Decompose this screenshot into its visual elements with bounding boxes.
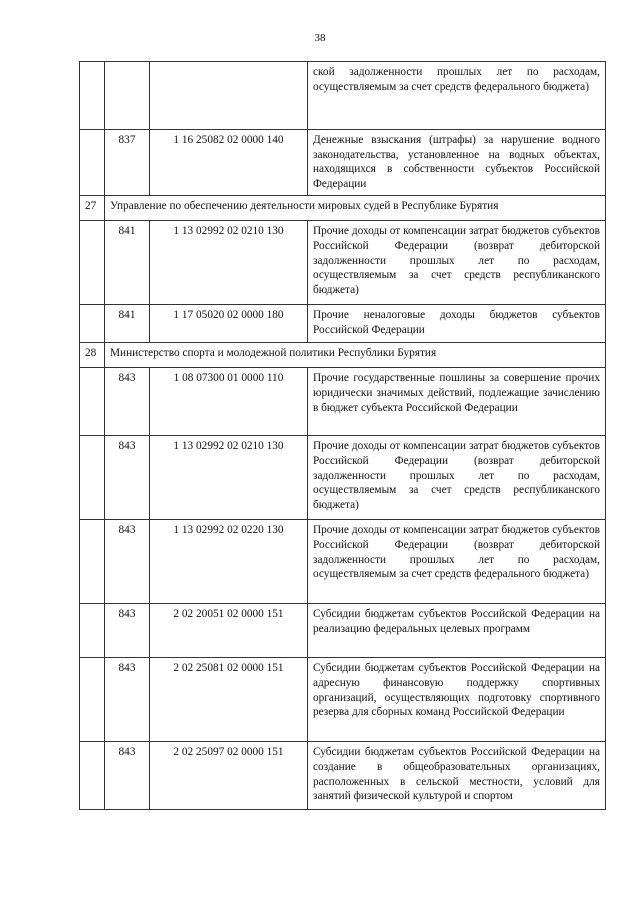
description-cell: Денежные взыскания (штрафы) за нарушение водного законодательства, установленное на водных объектах, находящихся в собственности субъектов Российской Федерации [308, 130, 606, 196]
budget-code-cell: 1 13 02992 02 0210 130 [150, 436, 308, 520]
row-number-cell [80, 305, 105, 343]
table-row [80, 520, 606, 604]
description-cell: Прочие государственные пошлины за совершение прочих юридически значимых действий, подлежащие зачислению в бюджет субъекта Российской Федерации [308, 368, 606, 436]
admin-code-cell: 843 [105, 368, 150, 436]
description-cell: Прочие неналоговые доходы бюджетов субъектов Российской Федерации [308, 305, 606, 343]
budget-code-cell: 1 13 02992 02 0210 130 [150, 221, 308, 305]
admin-code-cell: 841 [105, 305, 150, 343]
row-number-cell [80, 604, 105, 658]
table-row [80, 368, 606, 436]
table-row [80, 604, 606, 658]
section-row [80, 196, 606, 221]
table-row [80, 658, 606, 742]
admin-code-cell: 843 [105, 742, 150, 810]
admin-code-cell [105, 62, 150, 130]
row-number-cell [80, 130, 105, 196]
section-title: Управление по обеспечению деятельности мировых судей в Республике Бурятия [105, 196, 606, 221]
row-number-cell [80, 368, 105, 436]
section-title: Министерство спорта и молодежной политики Республики Бурятия [105, 343, 606, 368]
row-number-cell [80, 436, 105, 520]
description-cell: Прочие доходы от компенсации затрат бюджетов субъектов Российской Федерации (возврат дебиторской задолженности прошлых лет по расходам, осуществляемым за счет средств республиканского бюджета) [308, 221, 606, 305]
description-cell: Субсидии бюджетам субъектов Российской Федерации на создание в общеобразовательных организациях, расположенных в сельской местности, условий для занятий физической культурой и спортом [308, 742, 606, 810]
table-row [80, 130, 606, 196]
admin-code-cell: 843 [105, 436, 150, 520]
row-number-cell [80, 742, 105, 810]
row-number-cell [80, 221, 105, 305]
admin-code-cell: 843 [105, 520, 150, 604]
budget-code-cell: 1 16 25082 02 0000 140 [150, 130, 308, 196]
section-row [80, 343, 606, 368]
admin-code-cell: 843 [105, 604, 150, 658]
budget-code-cell: 2 02 20051 02 0000 151 [150, 604, 308, 658]
table-row [80, 305, 606, 343]
table-row [80, 742, 606, 810]
budget-code-cell: 1 17 05020 02 0000 180 [150, 305, 308, 343]
description-cell: Субсидии бюджетам субъектов Российской Федерации на адресную финансовую поддержку спортивных организаций, осуществляющих подготовку спортивного резерва для сборных команд Российской Федерации [308, 658, 606, 742]
budget-code-cell: 2 02 25097 02 0000 151 [150, 742, 308, 810]
row-number-cell [80, 62, 105, 130]
budget-code-cell: 1 08 07300 01 0000 110 [150, 368, 308, 436]
admin-code-cell: 841 [105, 221, 150, 305]
budget-code-cell [150, 62, 308, 130]
description-cell: Прочие доходы от компенсации затрат бюджетов субъектов Российской Федерации (возврат дебиторской задолженности прошлых лет по расходам, осуществляемым за счет средств республиканского бюджета) [308, 436, 606, 520]
section-number: 27 [80, 196, 105, 221]
description-cell: Прочие доходы от компенсации затрат бюджетов субъектов Российской Федерации (возврат дебиторской задолженности прошлых лет по расходам, осуществляемым за счет средств федерального бюджета) [308, 520, 606, 604]
section-number: 28 [80, 343, 105, 368]
admin-code-cell: 837 [105, 130, 150, 196]
description-cell: Субсидии бюджетам субъектов Российской Федерации на реализацию федеральных целевых программ [308, 604, 606, 658]
page-number: 38 [314, 32, 326, 44]
budget-code-cell: 2 02 25081 02 0000 151 [150, 658, 308, 742]
table-row [80, 436, 606, 520]
admin-code-cell: 843 [105, 658, 150, 742]
table-row [80, 221, 606, 305]
row-number-cell [80, 520, 105, 604]
description-cell: ской задолженности прошлых лет по расходам, осуществляемым за счет средств федерального бюджета) [308, 62, 606, 130]
budget-revenue-table [79, 61, 606, 810]
budget-code-cell: 1 13 02992 02 0220 130 [150, 520, 308, 604]
table-row [80, 62, 606, 130]
row-number-cell [80, 658, 105, 742]
